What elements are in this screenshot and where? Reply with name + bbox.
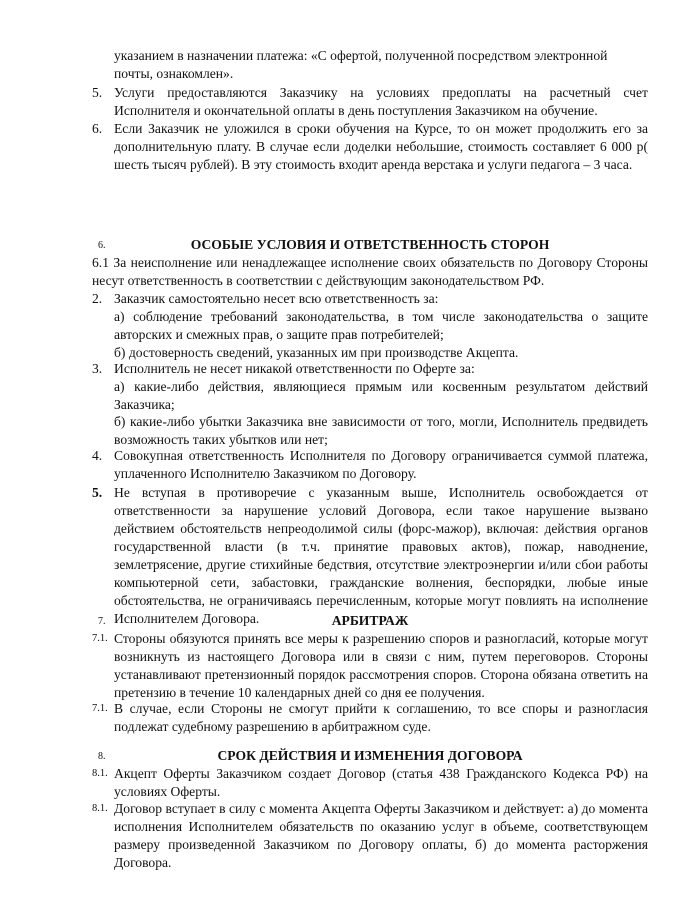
item-text: Акцепт Оферты Заказчиком создает Договор (статья 438 Гражданского Кодекса РФ) на условиях Оферты.	[114, 766, 648, 799]
list-item	[92, 700, 648, 736]
section-heading	[92, 612, 648, 630]
item-text: Договор вступает в силу с момента Акцепта Оферты Заказчиком и действует: а) до момента исполнения Исполнителем обязательств по оказанию услуг в объеме, соответствующем размеру произведенной Заказчиком по Договору оплаты, б) до момента расторжения Договора.	[114, 801, 648, 870]
section-number: 8.	[98, 751, 106, 762]
item-text: Заказчик самостоятельно несет всю ответственность за:	[114, 291, 439, 306]
item-number: 7.1.	[92, 633, 108, 644]
intro-continuation-line-1: указанием в назначении платежа: «С офертой, полученной посредством электронной	[114, 48, 608, 63]
item-number: 2.	[92, 291, 103, 306]
item-number: 8.1.	[92, 803, 108, 814]
list-item	[92, 120, 648, 192]
item-number: 5.	[92, 485, 103, 500]
section-heading	[92, 236, 648, 254]
item-text: Если Заказчик не уложился в сроки обучения на Курсе, то он может продолжить его за дополнительную плату. В случае если доделки небольшие, стоимость составляет 6 000 р( шесть тысяч рублей). В эту стоимость входит аренда верстака и услуги педагога – 3 часа.	[114, 121, 648, 172]
list-item	[92, 360, 648, 378]
list-item	[92, 800, 648, 872]
section-number: 7.	[98, 616, 106, 627]
sub-item-a: а) соблюдение требований законодательства, в том числе законодательства о защите авторских и смежных прав, о защите прав потребителей;	[114, 309, 648, 342]
item-number: 6.	[92, 121, 103, 136]
list-item	[92, 290, 648, 308]
paragraph-6-1: 6.1 За неисполнение или ненадлежащее исполнение своих обязательств по Договору Стороны несут ответственность в соответствии с действующим законодательством РФ.	[92, 255, 648, 288]
item-text: Стороны обязуются принять все меры к разрешению споров и разногласий, которые могут возникнуть из настоящего Договора или в связи с ним, путем переговоров. Стороны устанавливают претензионный порядок рассмотрения споров. Сторона обязана ответить на претензию в течение 10 календарных дней со дня ее получения.	[114, 631, 648, 700]
item-text: Не вступая в противоречие с указанным выше, Исполнитель освобождается от ответственности за нарушение условий Договора, если такое нарушение вызвано действием обстоятельств непреодолимой силы (форс-мажор), включая: действия органов государственной власти (в т.ч. принятие правовых актов), пожар, наводнение, землетрясение, другие стихийные бедствия, отсутствие электроэнергии и/или сбои работы компьютерной сети, забастовки, гражданские волнения, беспорядки, любые иные обстоятельства, не ограничиваясь перечисленным, которые могут повлиять на исполнение Исполнителем Договора.	[114, 485, 648, 626]
item-number: 3.	[92, 361, 103, 376]
section-title: АРБИТРАЖ	[331, 613, 409, 628]
section-heading	[92, 747, 648, 765]
section-title: СРОК ДЕЙСТВИЯ И ИЗМЕНЕНИЯ ДОГОВОРА	[217, 748, 523, 763]
item-number: 7.1.	[92, 703, 108, 714]
sub-item-b: б) достоверность сведений, указанных им при производстве Акцепта.	[114, 345, 519, 360]
item-number: 4.	[92, 448, 103, 463]
item-text: Услуги предоставляются Заказчику на условиях предоплаты на расчетный счет Исполнителя и окончательной оплаты в день поступления Заказчиком на обучение.	[114, 85, 648, 118]
section-title: ОСОБЫЕ УСЛОВИЯ И ОТВЕТСТВЕННОСТЬ СТОРОН	[190, 237, 550, 252]
section-number: 6.	[98, 240, 106, 251]
item-text: В случае, если Стороны не смогут прийти к соглашению, то все споры и разногласия подлежат судебному разрешению в арбитражном суде.	[114, 701, 648, 734]
item-text: Совокупная ответственность Исполнителя по Договору ограничивается суммой платежа, уплаченного Исполнителю Заказчиком по Договору.	[114, 448, 648, 481]
item-number: 8.1.	[92, 768, 108, 779]
sub-item-b: б) какие-либо убытки Заказчика вне зависимости от того, могли, Исполнитель предвидеть возможность таких убытков или нет;	[114, 414, 648, 447]
list-item	[92, 630, 648, 702]
item-number: 5.	[92, 85, 103, 100]
list-item	[92, 84, 648, 120]
list-item	[92, 765, 648, 801]
sub-item-a: а) какие-либо действия, являющиеся прямым или косвенным результатом действий Заказчика;	[114, 379, 648, 412]
list-item	[92, 447, 648, 483]
item-text: Исполнитель не несет никакой ответственности по Оферте за:	[114, 361, 475, 376]
intro-continuation-line-2: почты, ознакомлен».	[114, 66, 234, 81]
